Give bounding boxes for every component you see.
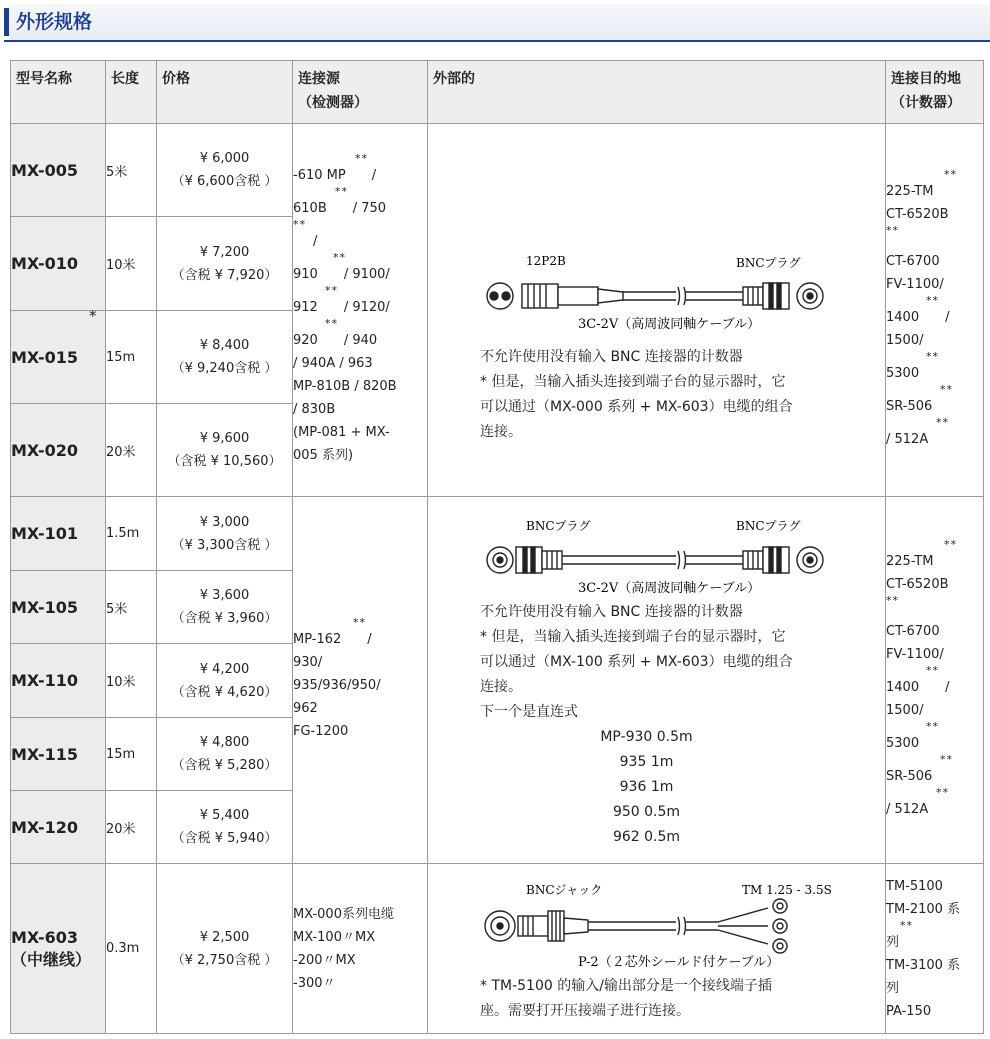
- col-dest-label: 连接目的地: [891, 71, 961, 87]
- connector-12p2b-icon: [487, 283, 623, 309]
- dest-asterisk: **: [886, 593, 899, 607]
- price-tax: （¥ 6,600含税 ）: [171, 174, 278, 189]
- section-title: 外形规格: [16, 11, 93, 33]
- dest-asterisk: **: [886, 223, 899, 237]
- diagram-right-label: BNCプラグ: [736, 256, 801, 270]
- model-name: MX-110: [11, 644, 106, 718]
- price: ¥ 4,200: [199, 661, 250, 677]
- source-line: 912 / 9120/: [293, 299, 390, 315]
- dest-asterisk: **: [940, 382, 953, 396]
- length: 10米: [106, 217, 157, 311]
- price: ¥ 3,000: [199, 514, 250, 530]
- diagram-right-label: BNCプラグ: [736, 519, 801, 533]
- model-name-cell: [11, 864, 106, 1034]
- dest-line: CT-6700: [886, 253, 940, 269]
- source-line: (MP-081 + MX-: [293, 424, 390, 440]
- price-cell: [157, 404, 293, 497]
- source-line: 005 系列): [293, 447, 354, 463]
- col-price: 价格: [157, 61, 293, 124]
- dest-line: SR-506: [886, 768, 933, 784]
- diagram-left-label: BNCジャック: [526, 882, 603, 897]
- bnc-plug-left-icon: [487, 547, 562, 573]
- price-cell: [157, 718, 293, 791]
- col-dest: [886, 61, 984, 124]
- direct-item: 935 1m: [619, 754, 674, 770]
- section-header: [0, 0, 990, 44]
- price: ¥ 6,000: [199, 151, 250, 166]
- note-line: 连接。: [480, 679, 522, 695]
- length: 0.3m: [106, 864, 157, 1034]
- header-accent-bar: [4, 8, 9, 36]
- note-line: 可以通过（MX-100 系列 + MX-603）电缆的组合: [480, 654, 793, 670]
- cable-diagram-12p2b-bnc: [428, 175, 884, 345]
- price-tax: （含税 ¥ 10,560）: [167, 454, 282, 469]
- source-asterisk: **: [325, 316, 338, 330]
- source-asterisk: **: [355, 151, 368, 165]
- source-line: /: [313, 233, 318, 249]
- note-line: 可以通过（MX-000 系列 + MX-603）电缆的组合: [480, 399, 793, 415]
- dest-line: FV-1100/: [886, 276, 944, 292]
- source-line: 962: [293, 700, 318, 716]
- source-asterisk: **: [335, 184, 348, 198]
- diagram-cable-label: 3C-2V（高周波同軸ケーブル）: [578, 581, 761, 596]
- dest-line: 5300: [886, 365, 920, 381]
- diagram-right-label: TM 1.25 - 3.5S: [742, 882, 832, 897]
- col-source: [293, 61, 428, 124]
- price-tax: （¥ 2,750含税 ）: [171, 952, 278, 968]
- dest-asterisk: **: [900, 918, 913, 932]
- dest-line: CT-6520B: [886, 206, 949, 222]
- length: 20米: [106, 404, 157, 497]
- note-line: * 但是，当输入插头连接到端子台的显示器时，它: [480, 374, 786, 390]
- source-line: MP-162 /: [293, 631, 372, 647]
- source-line: FG-1200: [293, 723, 349, 739]
- source-line: 920 / 940: [293, 332, 378, 348]
- model-name: MX-010: [11, 217, 106, 311]
- price: ¥ 3,600: [199, 588, 250, 603]
- price-tax: （¥ 3,300含税 ）: [171, 537, 278, 553]
- price-tax: （含税 ¥ 5,280）: [171, 758, 278, 773]
- length: 5米: [106, 124, 157, 217]
- cable-line: [623, 287, 743, 305]
- note-line: * 但是，当输入插头连接到端子台的显示器时，它: [480, 629, 786, 645]
- col-model: 型号名称: [11, 61, 106, 124]
- direct-connect-list: [428, 725, 885, 850]
- col-source-sub: （检测器）: [298, 95, 368, 111]
- model-subname: （中继线）: [11, 949, 92, 969]
- source-asterisk: **: [325, 283, 338, 297]
- price: ¥ 7,200: [199, 244, 250, 260]
- price: ¥ 2,500: [199, 929, 250, 945]
- model-name-cell: [11, 307, 106, 404]
- dest-asterisk: **: [936, 415, 949, 429]
- direct-item: MP-930 0.5m: [600, 729, 693, 745]
- model-name: MX-115: [11, 718, 106, 791]
- cable-diagram-bnc-bnc: [428, 510, 884, 600]
- external-cell: [428, 864, 886, 1034]
- dest-asterisk: **: [926, 293, 939, 307]
- cable-line: [588, 908, 768, 944]
- price-tax: （含税 ¥ 7,920）: [171, 267, 278, 283]
- table-row: [11, 864, 984, 1034]
- col-length: 长度: [106, 61, 157, 124]
- col-source-label: 连接源: [298, 71, 340, 87]
- dest-line: 225-TM: [886, 553, 934, 569]
- source-cell: [293, 497, 428, 864]
- model-name: MX-105: [11, 571, 106, 644]
- price-cell: [157, 644, 293, 718]
- dest-asterisk: **: [936, 785, 949, 799]
- cable-line: [562, 551, 743, 569]
- price-tax: （含税 ¥ 4,620）: [171, 684, 278, 700]
- diagram-cable-label: 3C-2V（高周波同軸ケーブル）: [578, 317, 761, 332]
- table-row: [11, 124, 984, 217]
- length: 10米: [106, 644, 157, 718]
- note-line: 连接。: [480, 424, 522, 440]
- source-line: / 830B: [293, 401, 336, 417]
- dest-asterisk: **: [926, 719, 939, 733]
- note-line: 下一个是直连式: [480, 704, 578, 720]
- diagram-left-label: BNCプラグ: [526, 519, 591, 533]
- source-cell: [293, 864, 428, 1034]
- model-name: MX-020: [11, 404, 106, 497]
- dest-line: CT-6700: [886, 623, 940, 639]
- col-external: 外部的: [428, 61, 886, 124]
- dest-line: CT-6520B: [886, 576, 949, 592]
- diagram-left-label: 12P2B: [526, 254, 566, 268]
- price-cell: [157, 864, 293, 1034]
- dest-line: TM-2100 系: [886, 901, 961, 917]
- header-underline: [4, 40, 990, 42]
- dest-line: 1500/: [886, 702, 924, 718]
- dest-asterisk: **: [944, 167, 957, 181]
- note-line: * TM-5100 的输入/输出部分是一个接线端子插: [480, 977, 772, 994]
- dest-line: 列: [886, 934, 900, 950]
- bnc-plug-icon: [743, 283, 823, 309]
- direct-item: 936 1m: [619, 779, 674, 795]
- dest-line: FV-1100/: [886, 646, 944, 662]
- price-cell: [157, 497, 293, 571]
- source-line: 910 / 9100/: [293, 266, 390, 282]
- source-line: MX-100〃MX: [293, 929, 376, 945]
- dest-cell: [886, 124, 984, 497]
- length: 20米: [106, 791, 157, 864]
- price: ¥ 8,400: [199, 338, 250, 353]
- source-line: 935/936/950/: [293, 677, 381, 693]
- price: ¥ 4,800: [199, 735, 250, 750]
- diagram-cable-label: P-2（２芯外シールド付ケーブル）: [578, 954, 780, 970]
- dest-cell: [886, 497, 984, 864]
- dest-line: 1400 /: [886, 309, 950, 325]
- model-name: MX-101: [11, 497, 106, 571]
- notes: [428, 345, 885, 445]
- price-cell: [157, 311, 293, 404]
- price-cell: [157, 791, 293, 864]
- dest-cell: [886, 864, 984, 1034]
- crimp-terminal-icon: [773, 899, 787, 953]
- price-cell: [157, 124, 293, 217]
- price-tax: （¥ 9,240含税 ）: [171, 361, 278, 376]
- dest-line: 列: [886, 980, 900, 996]
- source-line: -610 MP /: [293, 167, 377, 183]
- external-cell: [428, 124, 886, 497]
- dest-line: TM-3100 系: [886, 957, 961, 973]
- direct-item: 962 0.5m: [612, 829, 681, 845]
- source-asterisk: **: [353, 615, 366, 629]
- dest-line: TM-5100: [886, 878, 943, 894]
- bnc-jack-icon: [485, 911, 588, 941]
- price-tax: （含税 ¥ 3,960）: [171, 611, 278, 626]
- source-asterisk: **: [293, 217, 306, 231]
- model-name: MX-005: [11, 124, 106, 217]
- model-name: MX-120: [11, 791, 106, 864]
- col-dest-sub: （计数器）: [891, 95, 961, 111]
- bnc-plug-right-icon: [743, 547, 823, 573]
- model-name: MX-015: [11, 347, 78, 367]
- dest-line: 1400 /: [886, 679, 950, 695]
- source-line: MX-000系列电缆: [293, 906, 394, 922]
- dest-asterisk: **: [926, 349, 939, 363]
- dest-line: / 512A: [886, 801, 929, 817]
- source-asterisk: **: [333, 250, 346, 264]
- model-name: MX-603: [11, 927, 78, 947]
- header-background: [9, 4, 990, 40]
- note-line: 不允许使用没有输入 BNC 连接器的计数器: [480, 349, 743, 365]
- dest-asterisk: **: [926, 663, 939, 677]
- dest-line: 5300: [886, 735, 920, 751]
- dest-line: SR-506: [886, 398, 933, 414]
- dest-line: PA-150: [886, 1003, 932, 1019]
- price: ¥ 9,600: [199, 431, 250, 446]
- notes: [428, 974, 885, 1024]
- table-row: [11, 497, 984, 571]
- spec-table: [10, 60, 984, 1034]
- note-line: 不允许使用没有输入 BNC 连接器的计数器: [480, 604, 743, 620]
- price-cell: [157, 571, 293, 644]
- dest-asterisk: **: [944, 537, 957, 551]
- source-line: / 940A / 963: [293, 355, 373, 371]
- source-line: 930/: [293, 654, 323, 670]
- direct-item: 950 0.5m: [612, 804, 681, 820]
- source-line: MP-810B / 820B: [293, 378, 397, 394]
- note-line: 座。需要打开压接端子进行连接。: [480, 1002, 690, 1019]
- dest-line: / 512A: [886, 431, 929, 447]
- length: 15m: [106, 718, 157, 791]
- notes: [428, 600, 885, 725]
- external-cell: [428, 497, 886, 864]
- price-tax: （含税 ¥ 5,940）: [171, 831, 278, 846]
- length: 1.5m: [106, 497, 157, 571]
- source-line: -200〃MX: [293, 952, 356, 968]
- cable-diagram-bnc-jack-terminal: [428, 874, 884, 974]
- length: 5米: [106, 571, 157, 644]
- source-cell: [293, 124, 428, 497]
- dest-line: 1500/: [886, 332, 924, 348]
- dest-asterisk: **: [940, 752, 953, 766]
- star-mark: *: [89, 307, 97, 325]
- dest-line: 225-TM: [886, 183, 934, 199]
- price-cell: [157, 217, 293, 311]
- source-line: -300〃: [293, 975, 336, 991]
- source-line: 610B / 750: [293, 200, 387, 216]
- price: ¥ 5,400: [199, 808, 250, 823]
- length: 15m: [106, 311, 157, 404]
- header-row: [11, 61, 984, 124]
